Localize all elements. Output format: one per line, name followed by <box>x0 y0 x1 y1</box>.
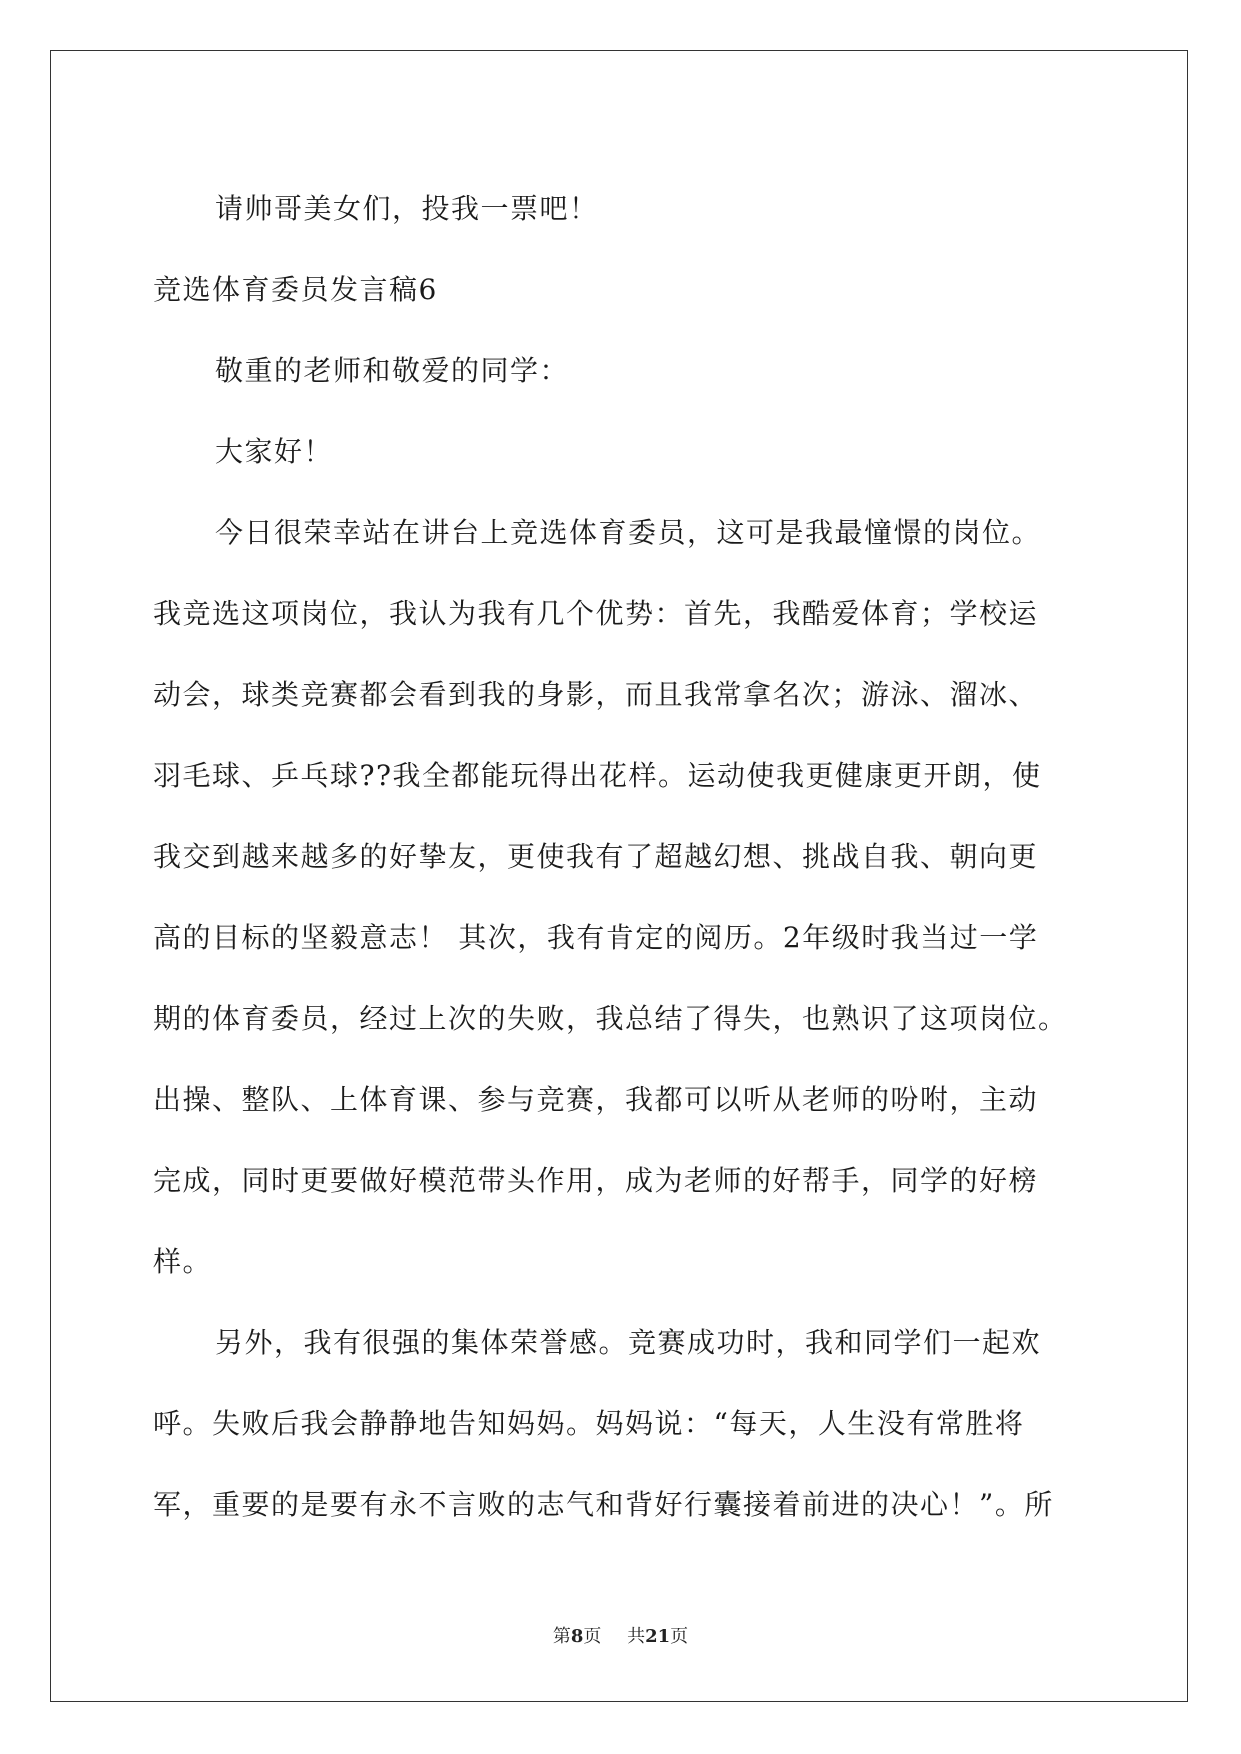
text-line: 期的体育委员，经过上次的失败，我总结了得失，也熟识了这项岗位。 <box>153 1002 1068 1035</box>
text-line: 竞选体育委员发言稿6 <box>153 273 438 306</box>
text-line: 军，重要的是要有永不言败的志气和背好行囊接着前进的决心！”。所 <box>153 1488 1054 1521</box>
text-line: 高的目标的坚毅意志！ 其次，我有肯定的阅历。2年级时我当过一学 <box>153 921 1039 954</box>
document-body <box>153 168 1093 1545</box>
text-line: 大家好！ <box>215 435 334 468</box>
paragraph <box>153 330 1093 411</box>
text-line: 我交到越来越多的好挚友，更使我有了超越幻想、挑战自我、朝向更 <box>153 840 1039 873</box>
paragraph <box>153 1302 1093 1545</box>
text-line: 完成，同时更要做好模范带头作用，成为老师的好帮手，同学的好榜 <box>153 1164 1039 1197</box>
page-suffix: 页 <box>583 1626 602 1647</box>
text-line: 我竞选这项岗位，我认为我有几个优势：首先，我酷爱体育；学校运 <box>153 597 1039 630</box>
text-line: 样。 <box>153 1245 213 1278</box>
total-suffix: 页 <box>670 1626 689 1647</box>
page-footer <box>0 1622 1241 1648</box>
text-line: 动会，球类竞赛都会看到我的身影，而且我常拿名次；游泳、溜冰、 <box>153 678 1039 711</box>
text-line: 羽毛球、乒乓球??我全都能玩得出花样。运动使我更健康更开朗，使 <box>153 759 1042 792</box>
page-number: 8 <box>570 1626 584 1647</box>
total-pages: 21 <box>645 1626 671 1647</box>
section-heading <box>153 249 1093 330</box>
page-prefix: 第 <box>552 1626 571 1647</box>
total-indicator <box>627 1626 688 1647</box>
text-line: 另外，我有很强的集体荣誉感。竞赛成功时，我和同学们一起欢 <box>215 1326 1042 1359</box>
total-prefix: 共 <box>627 1626 646 1647</box>
text-line: 敬重的老师和敬爱的同学： <box>215 354 570 387</box>
text-line: 出操、整队、上体育课、参与竞赛，我都可以听从老师的吩咐，主动 <box>153 1083 1039 1116</box>
text-line: 呼。失败后我会静静地告知妈妈。妈妈说：“每天，人生没有常胜将 <box>153 1407 1025 1440</box>
page-indicator <box>553 1626 602 1647</box>
paragraph <box>153 168 1093 249</box>
text-line: 今日很荣幸站在讲台上竞选体育委员，这可是我最憧憬的岗位。 <box>215 516 1042 549</box>
paragraph <box>153 492 1093 1302</box>
text-line: 请帅哥美女们，投我一票吧！ <box>215 192 599 225</box>
paragraph <box>153 411 1093 492</box>
